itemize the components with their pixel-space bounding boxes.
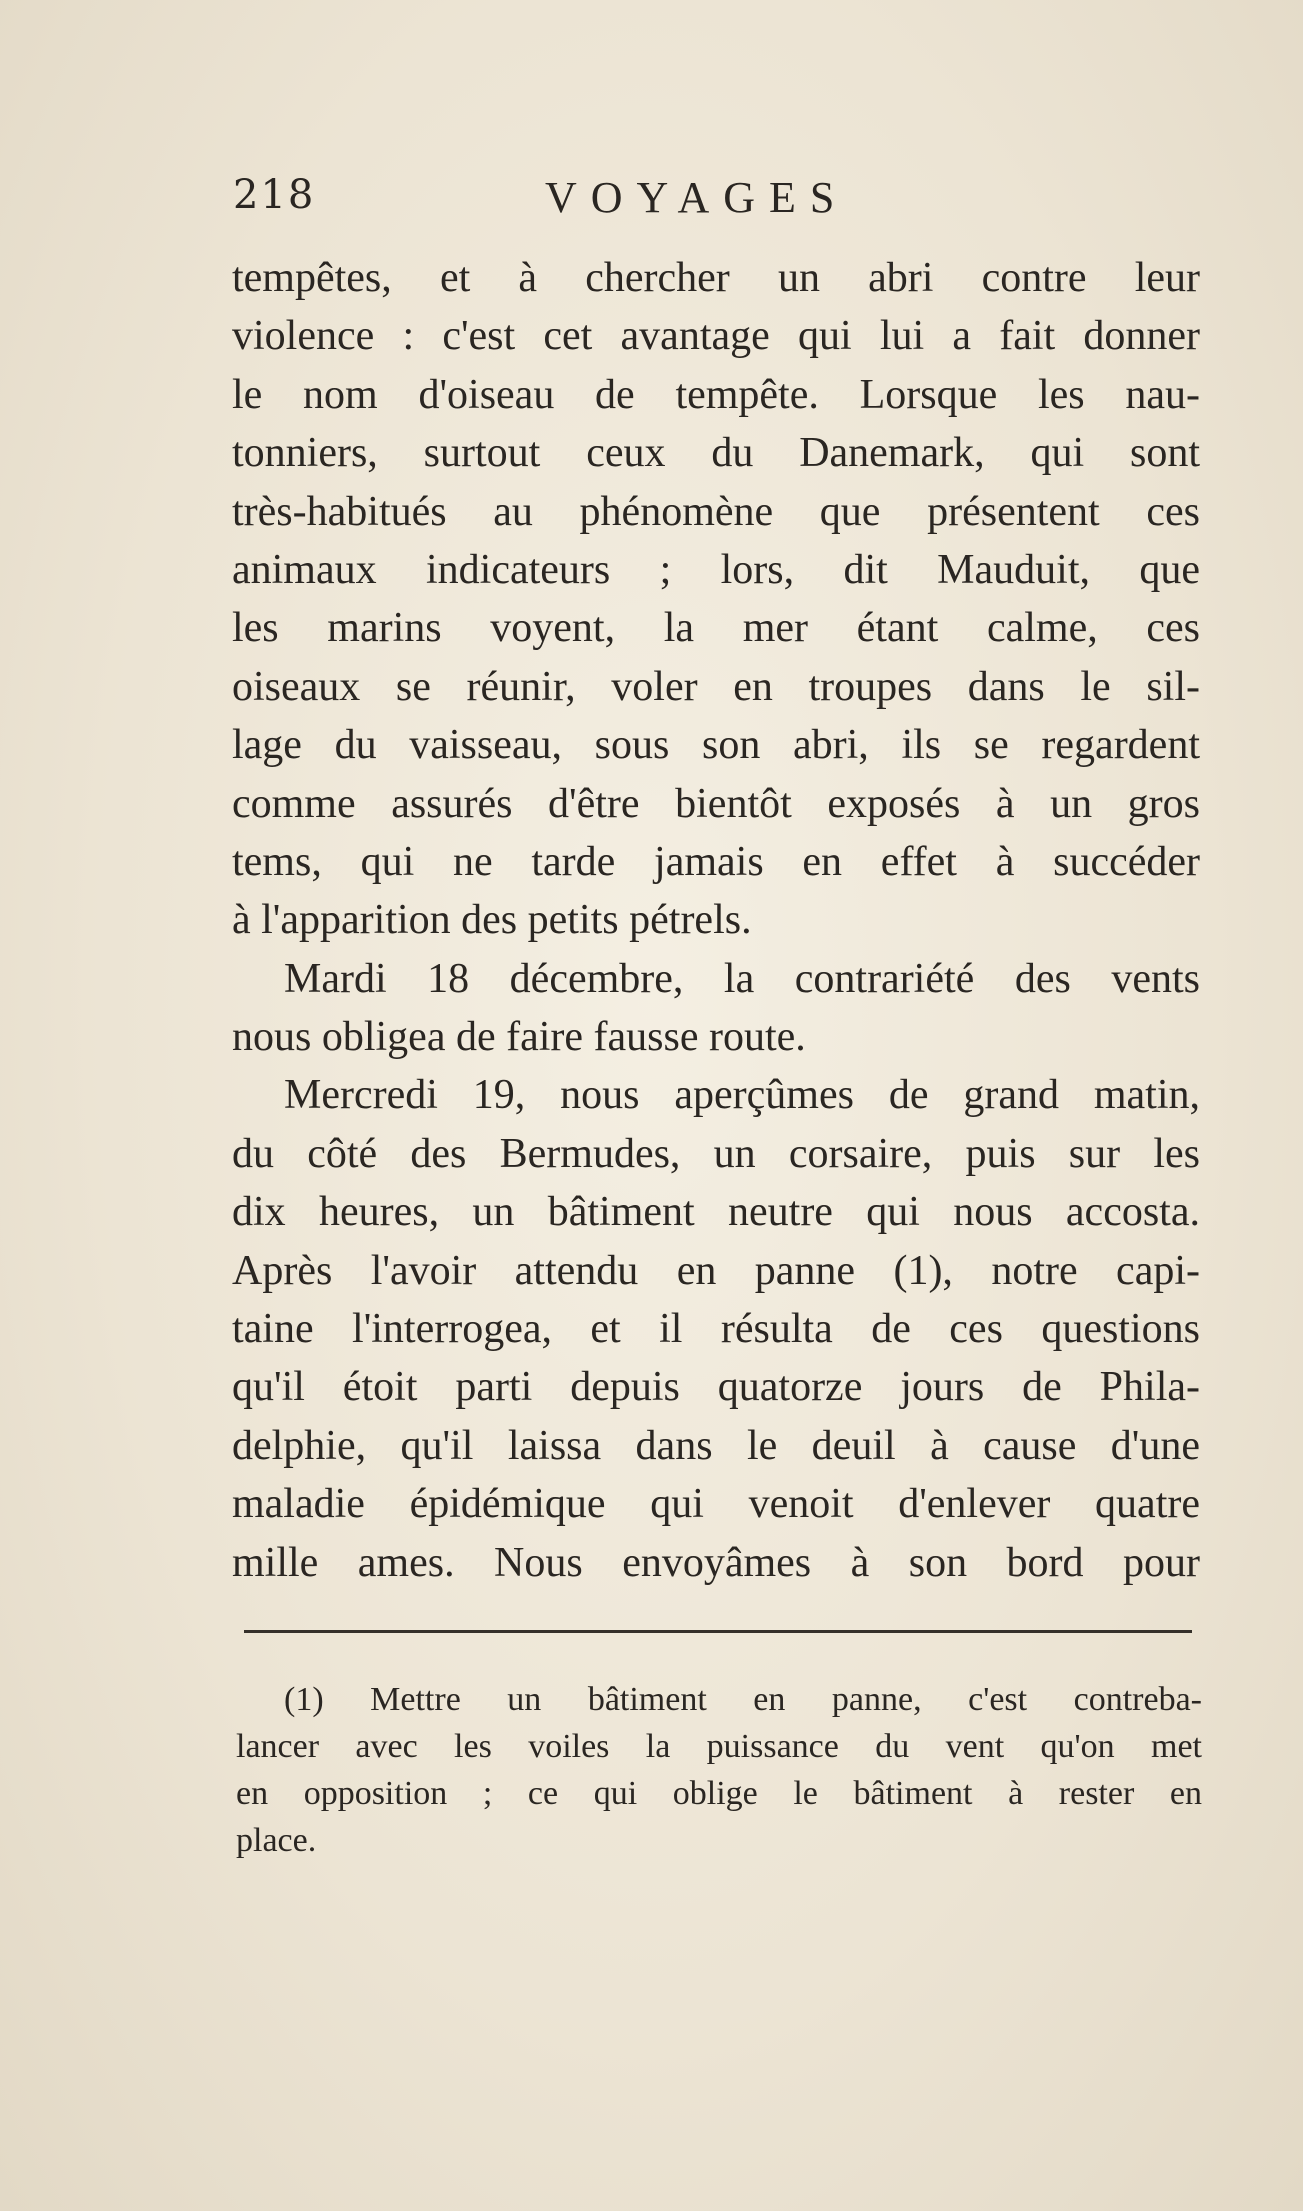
paragraph-start-line: Mercredi 19, nous aperçûmes de grand matin,: [284, 1072, 1200, 1119]
text-line: lage du vaisseau, sous son abri, ils se regardent: [232, 722, 1200, 769]
text-line: animaux indicateurs ; lors, dit Mauduit, que: [232, 546, 1200, 593]
page-number: 218: [233, 172, 316, 218]
text-line: qu'il étoit parti depuis quatorze jours de Phila-: [232, 1364, 1200, 1411]
text-line: mille ames. Nous envoyâmes à son bord pour: [232, 1539, 1200, 1586]
paragraph-start-line: Mardi 18 décembre, la contrariété des vents: [284, 955, 1200, 1002]
footnote-line: place.: [236, 1822, 317, 1859]
footnote-line: lancer avec les voiles la puissance du vent qu'on met: [236, 1728, 1202, 1765]
text-line: du côté des Bermudes, un corsaire, puis sur les: [232, 1130, 1200, 1177]
text-line: tempêtes, et à chercher un abri contre leur: [232, 255, 1200, 301]
text-line: les marins voyent, la mer étant calme, ces: [232, 605, 1200, 652]
text-line: oiseaux se réunir, voler en troupes dans le sil-: [232, 663, 1200, 710]
running-title: VOYAGES: [545, 173, 849, 222]
text-line: le nom d'oiseau de tempête. Lorsque les nau-: [232, 371, 1200, 418]
paragraph-end-line: nous obligea de faire fausse route.: [232, 1014, 806, 1061]
running-head: [233, 172, 1193, 232]
text-line: tems, qui ne tarde jamais en effet à succéder: [232, 838, 1200, 885]
footnote: [236, 1676, 1202, 1864]
paragraph-end-line: à l'apparition des petits pétrels.: [232, 897, 752, 944]
footnote-rule: [244, 1630, 1192, 1633]
text-line: Après l'avoir attendu en panne (1), notre capi-: [232, 1247, 1200, 1294]
footnote-line: (1) Mettre un bâtiment en panne, c'est contreba-: [284, 1681, 1202, 1718]
text-line: delphie, qu'il laissa dans le deuil à cause d'une: [232, 1422, 1200, 1469]
footnote-line: en opposition ; ce qui oblige le bâtiment à rester en: [236, 1775, 1202, 1812]
text-line: comme assurés d'être bientôt exposés à un gros: [232, 780, 1200, 827]
body-text: [232, 249, 1200, 1592]
text-line: tonniers, surtout ceux du Danemark, qui sont: [232, 430, 1200, 477]
text-line: violence : c'est cet avantage qui lui a fait donner: [232, 313, 1200, 360]
text-line: maladie épidémique qui venoit d'enlever quatre: [232, 1481, 1200, 1528]
text-line: très-habitués au phénomène que présentent ces: [232, 488, 1200, 535]
text-line: dix heures, un bâtiment neutre qui nous accosta.: [232, 1189, 1200, 1236]
text-line: taine l'interrogea, et il résulta de ces questions: [232, 1306, 1200, 1353]
